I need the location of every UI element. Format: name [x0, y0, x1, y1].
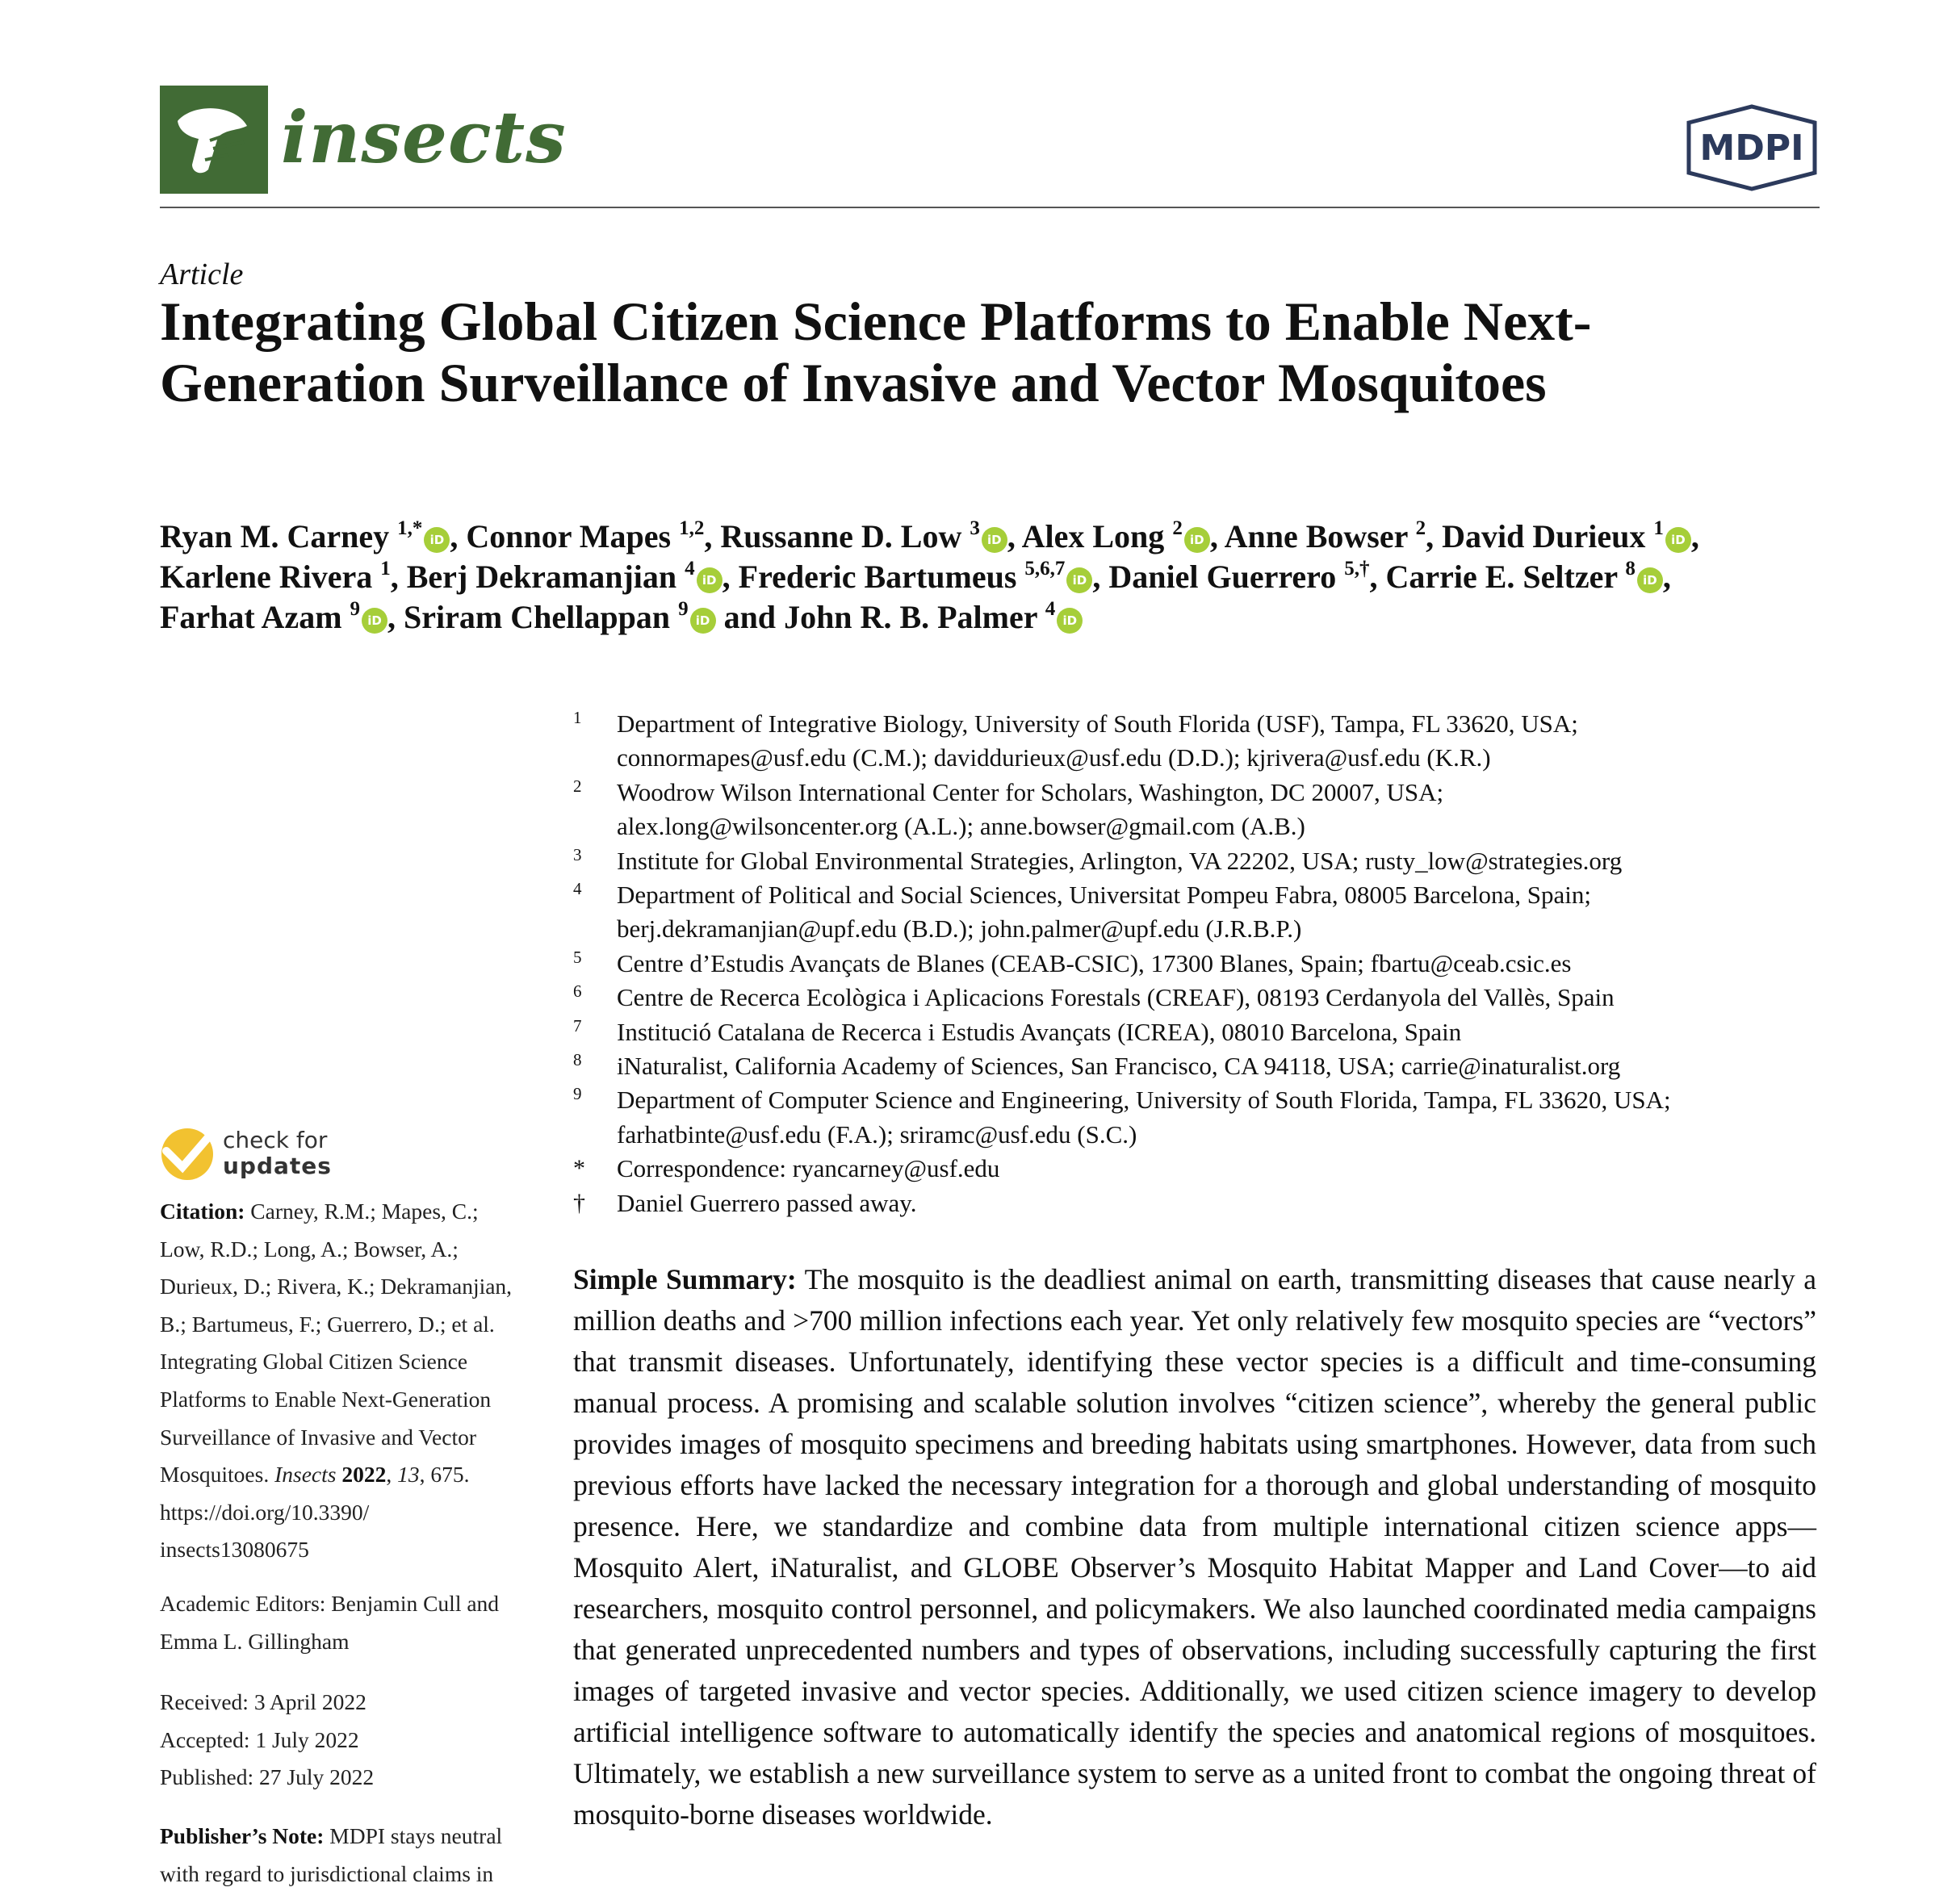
check-for-updates-badge[interactable]: [160, 1124, 370, 1188]
affiliation-line: Institució Catalana de Recerca i Estudis Avançats (ICREA), 08010 Barcelona, Spain: [617, 1017, 1462, 1046]
author-affiliation-mark: 2: [1415, 517, 1426, 539]
affiliation-line: farhatbinte@usf.edu (F.A.); sriramc@usf.edu (S.C.): [617, 1119, 1137, 1149]
citation-year: 2022: [341, 1462, 387, 1488]
orcid-icon[interactable]: iD: [982, 527, 1007, 553]
orcid-icon[interactable]: iD: [697, 567, 723, 593]
affiliation-line: Daniel Guerrero passed away.: [617, 1188, 917, 1217]
publisher-note-text: MDPI stays neutral: [329, 1823, 503, 1848]
journal-name: insects: [281, 95, 567, 179]
author: [720, 518, 1007, 554]
academic-editors: [160, 1585, 539, 1660]
affiliation-line: Centre de Recerca Ecològica i Aplicacions Forestals (CREAF), 08193 Cerdanyola del Vallès, Spain: [617, 983, 1615, 1012]
orcid-icon[interactable]: iD: [362, 608, 387, 634]
affiliation-line: berj.dekramanjian@upf.edu (B.D.); john.palmer@upf.edu (J.R.B.P.): [617, 914, 1302, 944]
citation-line: Carney, R.M.; Mapes, C.;: [250, 1199, 479, 1224]
author: [160, 559, 391, 595]
affiliation-mark: 7: [573, 1015, 582, 1036]
author: [404, 599, 716, 635]
author: [1225, 518, 1426, 554]
affiliation-line: Institute for Global Environmental Strategies, Arlington, VA 22202, USA; rusty_low@strategies.org: [617, 846, 1623, 875]
article-type: Article: [160, 257, 244, 291]
author: [1385, 559, 1662, 595]
affiliation-mark: 2: [573, 776, 582, 796]
author-affiliation-mark: 1,*: [397, 517, 423, 539]
affiliation-item: [573, 707, 1832, 776]
orcid-icon[interactable]: iD: [1665, 527, 1691, 553]
affiliation-mark: 6: [573, 981, 582, 1002]
author-name: Frederic Bartumeus: [738, 559, 1017, 595]
citation-label: Citation:: [160, 1199, 245, 1224]
check-updates-label-bold: updates: [223, 1153, 332, 1179]
author: [1022, 518, 1210, 554]
affiliation-mark: 1: [573, 708, 582, 727]
affiliation-line: Centre d’Estudis Avançats de Blanes (CEAB-CSIC), 17300 Blanes, Spain; fbartu@ceab.csic.es: [617, 948, 1572, 977]
affiliation-item: [573, 1152, 1832, 1186]
author-name: Russanne D. Low: [720, 518, 962, 554]
accepted-date: Accepted: 1 July 2022: [160, 1726, 359, 1752]
publisher-note-text: with regard to jurisdictional claims in: [160, 1860, 494, 1886]
affiliation-mark: 5: [573, 947, 582, 967]
author: [160, 599, 387, 635]
citation-line: Platforms to Enable Next-Generation: [160, 1386, 492, 1412]
journal-logo: [160, 86, 268, 194]
author-name: Alex Long: [1021, 518, 1165, 554]
author-affiliation-mark: 1: [380, 558, 391, 580]
affiliation-item: [573, 1186, 1832, 1220]
affiliation-mark: 9: [573, 1084, 582, 1104]
author-affiliation-mark: 3: [970, 517, 980, 539]
header-divider: [160, 207, 1820, 208]
affiliation-mark: 8: [573, 1050, 582, 1070]
citation-block: Citation: Carney, R.M.; Mapes, C.; Low, R.D.; Long, A.; Bowser, A.; Durieux, D.; Rivera, K.; Dekramanjian, B.; Bartumeus, F.; Guerrero, D.; et al. Integrating Global Citizen Science Platforms to Enable Next-Generation Surveillance of Invasive and Vector Mosquitoes. Insects 2022, 13, 675. https://doi.org/10.3390/ insects13080675: [160, 1193, 539, 1569]
author-name: Farhat Azam: [160, 599, 342, 635]
author-affiliation-mark: 9: [678, 598, 689, 620]
affiliation-item: [573, 1049, 1832, 1083]
citation-line: Mosquitoes.: [160, 1462, 270, 1488]
affiliation-mark: 3: [573, 844, 582, 864]
citation-volume: 13: [397, 1462, 420, 1488]
orcid-icon[interactable]: iD: [690, 608, 716, 634]
editors-line: Academic Editors: Benjamin Cull and: [160, 1591, 500, 1616]
affiliation-list: [573, 707, 1832, 1220]
author-name: Karlene Rivera: [160, 559, 373, 595]
affiliation-item: [573, 1015, 1832, 1049]
affiliation-line: iNaturalist, California Academy of Sciences, San Francisco, CA 94118, USA; carrie@inaturalist.org: [617, 1052, 1621, 1081]
author-name: Anne Bowser: [1224, 518, 1408, 554]
orcid-icon[interactable]: iD: [1057, 608, 1083, 634]
author: [1442, 518, 1691, 554]
publisher-name: MDPI: [1699, 128, 1804, 169]
affiliation-mark: 4: [573, 879, 582, 899]
orcid-icon[interactable]: iD: [1066, 567, 1092, 593]
orcid-icon[interactable]: iD: [424, 527, 450, 553]
author-name: Carrie E. Seltzer: [1385, 559, 1618, 595]
author: [784, 599, 1083, 635]
author-name: Ryan M. Carney: [160, 518, 390, 554]
author-name: John R. B. Palmer: [784, 599, 1037, 635]
published-date: Published: 27 July 2022: [160, 1764, 375, 1790]
affiliation-item: [573, 981, 1832, 1015]
orcid-icon[interactable]: iD: [1184, 527, 1210, 553]
affiliation-item: [573, 1083, 1832, 1152]
citation-pages: 675.: [430, 1462, 470, 1488]
author: [1108, 559, 1369, 595]
doi-line[interactable]: https://doi.org/10.3390/: [160, 1499, 370, 1525]
publisher-note-label: Publisher’s Note:: [160, 1823, 325, 1848]
affiliation-line: Woodrow Wilson International Center for Scholars, Washington, DC 20007, USA;: [617, 777, 1444, 806]
affiliation-line: connormapes@usf.edu (C.M.); daviddurieux@usf.edu (D.D.); kjrivera@usf.edu (K.R.): [617, 743, 1491, 772]
author-affiliation-mark: 4: [685, 558, 695, 580]
author-affiliation-mark: 1,2: [679, 517, 705, 539]
author: [160, 518, 450, 554]
affiliation-line: Department of Computer Science and Engineering, University of South Florida, Tampa, FL 33620, USA;: [617, 1086, 1671, 1115]
affiliation-item: [573, 844, 1832, 878]
author-list: Ryan M. Carney $^{1,*}$iD , Connor Mapes $^{1,2}$, Russanne D. Low $^3$iD , Alex Long $^2$iD , Anne Bowser $^2$, David Durieux $^1$iD , Karlene Rivera $^1$, Berj Dekramanjian $^4$iD , Frederic Bartumeus $^{5,6,7}$iD , Daniel Guerrero $^{5,\dagger}$, Carrie E. Seltzer $^8$iD , Farhat Azam $^9$iD , Sriram Chellappan $^9$iD and John R. B. Palmer $^4$iD: [160, 517, 1699, 635]
insect-logo-icon: [160, 86, 268, 194]
check-updates-label: check for: [223, 1127, 328, 1153]
orcid-icon[interactable]: iD: [1637, 567, 1663, 593]
affiliation-line: Department of Political and Social Sciences, Universitat Pompeu Fabra, 08005 Barcelona, Spain;: [617, 881, 1591, 910]
doi-line[interactable]: insects13080675: [160, 1537, 309, 1563]
check-updates-icon: [160, 1127, 215, 1182]
author-affiliation-mark: 2: [1172, 517, 1183, 539]
citation-line: Low, R.D.; Long, A.; Bowser, A.;: [160, 1236, 459, 1262]
simple-summary: [573, 1259, 1816, 1835]
author-affiliation-mark: 4: [1045, 598, 1056, 620]
author-name: David Durieux: [1442, 518, 1646, 554]
author-name: Connor Mapes: [466, 518, 672, 554]
author-affiliation-mark: 8: [1625, 558, 1636, 580]
author-affiliation-mark: 5,†: [1344, 558, 1370, 580]
affiliation-item: [573, 776, 1832, 844]
affiliation-line: alex.long@wilsoncenter.org (A.L.); anne.bowser@gmail.com (A.B.): [617, 812, 1305, 841]
author-name: Sriram Chellappan: [404, 599, 671, 635]
mdpi-logo: [1684, 103, 1820, 192]
citation-line: Surveillance of Invasive and Vector: [160, 1424, 476, 1450]
article-title: Integrating Global Citizen Science Platforms to Enable Next-Generation Surveillance of Invasive and Vector Mosquitoes: [160, 291, 1592, 413]
affiliation-item: [573, 878, 1832, 947]
author: [407, 559, 723, 595]
author-affiliation-mark: 5,6,7: [1024, 558, 1066, 580]
publisher-note: [160, 1818, 539, 1893]
affiliation-mark: *: [573, 1155, 585, 1182]
summary-label: Simple Summary:: [573, 1263, 797, 1295]
author-name: Berj Dekramanjian: [406, 559, 677, 595]
author-name: Daniel Guerrero: [1108, 559, 1337, 595]
author: [466, 518, 704, 554]
affiliation-line: Department of Integrative Biology, University of South Florida (USF), Tampa, FL 33620, USA;: [617, 709, 1578, 738]
affiliation-line: Correspondence: ryancarney@usf.edu: [617, 1154, 1000, 1183]
author-affiliation-mark: 9: [350, 598, 361, 620]
affiliation-item: [573, 947, 1832, 981]
editors-line: Emma L. Gillingham: [160, 1628, 350, 1654]
summary-text: The mosquito is the deadliest animal on earth, transmitting diseases that cause nearly a million deaths and >700 million infections each year. Yet only relatively few mosquito species are “vectors” that transmit diseases. Unfortunately, identifying these vector species is a difficult and time-consuming manual process. A promising and scalable solution involves “citizen science”, whereby the general public provides images of mosquito specimens and breeding habitats using smartphones. However, data from such previous efforts have lacked the necessary integration for a thorough and global understanding of mosquito presence. Here, we standardize and combine data from multiple international citizen science apps—Mosquito Alert, iNaturalist, and GLOBE Observer’s Mosquito Habitat Mapper and Land Cover—to aid researchers, mosquito control personnel, and policymakers. We also launched coordinated media campaigns that generated unprecedented numbers and types of observations, including successfully capturing the first images of targeted invasive and vector species. Additionally, we used citizen science imagery to develop artificial intelligence software to automatically identify the species and anatomical regions of mosquitoes. Ultimately, we establish a new surveillance system to serve as a united front to combat the ongoing threat of mosquito-borne diseases worldwide.: [573, 1263, 1816, 1831]
affiliation-mark: †: [573, 1189, 585, 1216]
doi-link[interactable]: [160, 1494, 539, 1569]
citation-journal: Insects: [274, 1462, 337, 1488]
article-dates: [160, 1684, 539, 1797]
citation-line: Durieux, D.; Rivera, K.; Dekramanjian,: [160, 1274, 513, 1299]
author-connector: and: [723, 599, 777, 635]
citation-line: Integrating Global Citizen Science: [160, 1349, 468, 1375]
author: [739, 559, 1093, 595]
citation-line: B.; Bartumeus, F.; Guerrero, D.; et al.: [160, 1311, 495, 1337]
author-affiliation-mark: 1: [1653, 517, 1664, 539]
received-date: Received: 3 April 2022: [160, 1689, 366, 1714]
